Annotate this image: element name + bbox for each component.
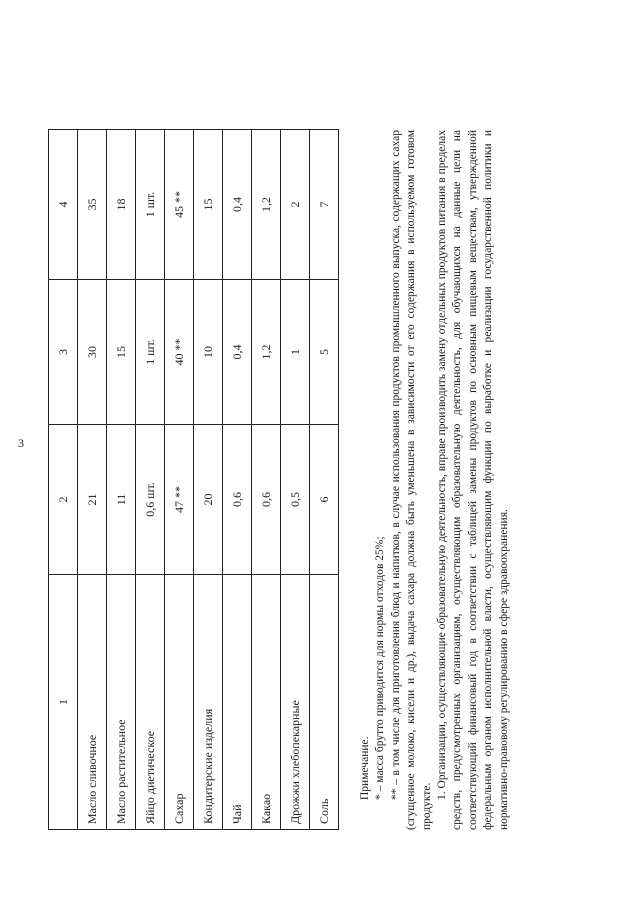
note-double-asterisk: ** – в том числе для приготовления блюд и напитков, в случае использования продуктов промышленного выпуска, содержащих сахар (сгущенное молоко, кисели и др.), выдача сахара должна быть уменьшена в зависимости от его содержания в используемом готовом продукте. xyxy=(389,130,433,830)
value-cell: 20 xyxy=(194,425,223,575)
column-header: 1 xyxy=(49,575,78,830)
table-row xyxy=(78,130,107,830)
product-name-cell: Дрожжи хлебопекарные xyxy=(281,575,310,830)
column-header: 2 xyxy=(49,425,78,575)
value-cell: 15 xyxy=(194,130,223,280)
table-row xyxy=(281,130,310,830)
value-cell: 35 xyxy=(78,130,107,280)
table-header-row xyxy=(49,130,78,830)
value-cell: 5 xyxy=(310,280,339,425)
product-name-cell: Сахар xyxy=(165,575,194,830)
value-cell: 30 xyxy=(78,280,107,425)
value-cell: 0,6 шт. xyxy=(136,425,165,575)
value-cell: 10 xyxy=(194,280,223,425)
value-cell: 0,4 xyxy=(223,280,252,425)
table-row xyxy=(194,130,223,830)
value-cell: 45 ** xyxy=(165,130,194,280)
table-row xyxy=(310,130,339,830)
product-name-cell: Соль xyxy=(310,575,339,830)
table-row xyxy=(107,130,136,830)
notes-heading: Примечание. xyxy=(359,736,371,800)
value-cell: 1,2 xyxy=(252,280,281,425)
column-header: 3 xyxy=(49,280,78,425)
value-cell: 0,6 xyxy=(252,425,281,575)
product-name-cell: Яйцо диетическое xyxy=(136,575,165,830)
product-name-cell: Чай xyxy=(223,575,252,830)
value-cell: 1 шт. xyxy=(136,130,165,280)
table-row xyxy=(165,130,194,830)
value-cell: 0,4 xyxy=(223,130,252,280)
value-cell: 0,5 xyxy=(281,425,310,575)
value-cell: 40 ** xyxy=(165,280,194,425)
value-cell: 21 xyxy=(78,425,107,575)
product-name-cell: Какао xyxy=(252,575,281,830)
table-row xyxy=(223,130,252,830)
value-cell: 1 xyxy=(281,280,310,425)
column-header: 4 xyxy=(49,130,78,280)
value-cell: 18 xyxy=(107,130,136,280)
value-cell: 6 xyxy=(310,425,339,575)
table-row xyxy=(252,130,281,830)
value-cell: 2 xyxy=(281,130,310,280)
value-cell: 0,6 xyxy=(223,425,252,575)
value-cell: 47 ** xyxy=(165,425,194,575)
food-norms-table xyxy=(48,129,339,830)
notes-section xyxy=(358,130,512,830)
value-cell: 1 шт. xyxy=(136,280,165,425)
value-cell: 11 xyxy=(107,425,136,575)
product-name-cell: Масло сливочное xyxy=(78,575,107,830)
product-name-cell: Кондитерские изделия xyxy=(194,575,223,830)
table-row xyxy=(136,130,165,830)
paragraph-1: 1. Организации, осуществляющие образовательную деятельность, вправе производить замену отдельных продуктов питания в пределах средств, предусмотренных организациям, осуществляющим образовательную деятельность, для обучающихся на данные цели на соответствующий финансовый год в соответствии с таблицей замены продуктов по основным пищевым веществам, утвержденной федеральным органом исполнительной власти, осуществляющим функции по выработке и реализации государственной политики и нормативно-правовому регулированию в сфере здравоохранения. xyxy=(436,130,510,830)
product-name-cell: Масло растительное xyxy=(107,575,136,830)
value-cell: 1,2 xyxy=(252,130,281,280)
value-cell: 7 xyxy=(310,130,339,280)
rotated-page xyxy=(0,70,560,870)
value-cell: 15 xyxy=(107,280,136,425)
note-single-asterisk: * – масса брутто приводится для нормы отходов 25%; xyxy=(374,536,387,800)
page-number: 3 xyxy=(18,436,24,450)
